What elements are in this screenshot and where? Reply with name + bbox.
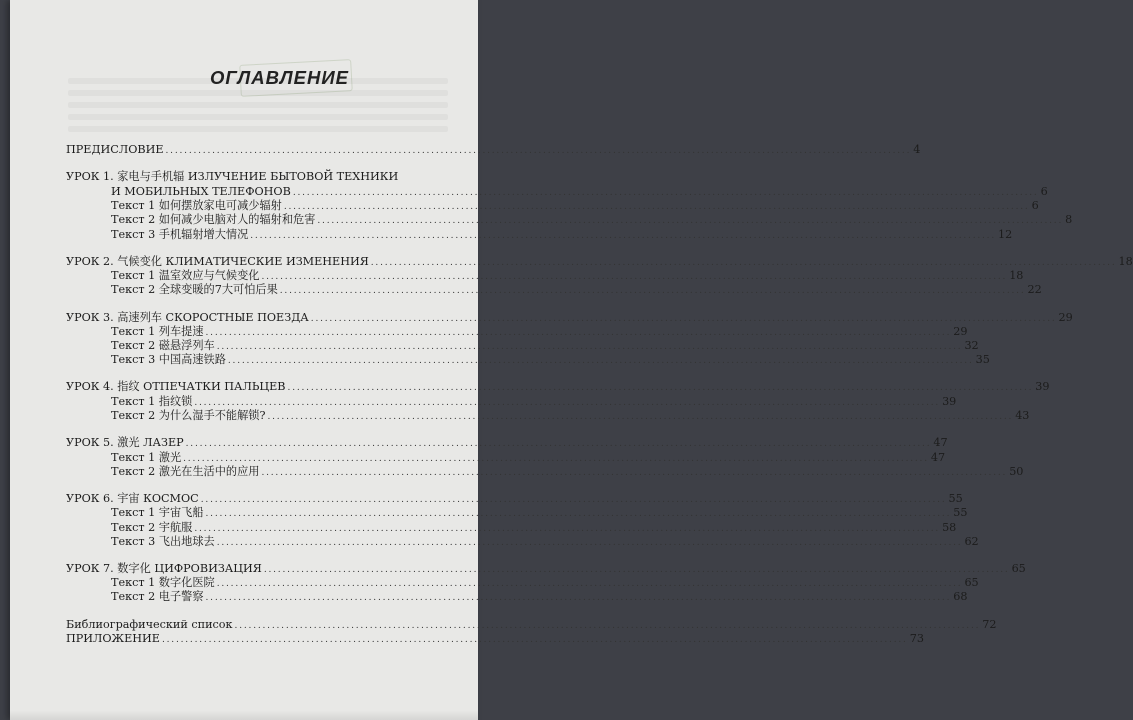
dot-leader xyxy=(284,200,1030,214)
entry-page: 6 xyxy=(1031,199,1039,212)
entry-page: 29 xyxy=(1058,311,1073,324)
toc-entry-text[interactable] xyxy=(111,339,979,354)
entry-label: Текст 3 手机辐射增大情况 xyxy=(111,228,249,241)
entry-label: УРОК 7. 数字化 ЦИФРОВИЗАЦИЯ xyxy=(66,562,262,575)
dot-leader xyxy=(371,256,1117,270)
entry-label: Текст 1 温室效应与气候变化 xyxy=(111,269,260,282)
entry-page: 18 xyxy=(1118,255,1133,268)
entry-label: УРОК 4. 指纹 ОТПЕЧАТКИ ПАЛЬЦЕВ xyxy=(66,380,286,393)
entry-page: 68 xyxy=(953,590,968,603)
entry-label: Текст 1 宇宙飞船 xyxy=(111,506,204,519)
entry-page: 73 xyxy=(909,632,924,645)
toc-entry-text[interactable] xyxy=(111,395,957,410)
bleed-through-line xyxy=(68,126,448,132)
toc-entry-text[interactable] xyxy=(111,325,968,340)
entry-label: Текст 2 激光在生活中的应用 xyxy=(111,465,260,478)
dot-leader xyxy=(206,507,952,521)
entry-page: 47 xyxy=(933,436,948,449)
toc-entry-text[interactable] xyxy=(111,465,1024,480)
toc-entry-text[interactable] xyxy=(111,409,1030,424)
dot-leader xyxy=(186,437,932,451)
toc-entry-lesson-2[interactable] xyxy=(66,255,1133,270)
entry-label: ПРИЛОЖЕНИЕ xyxy=(66,632,160,645)
toc-entry-bibliography[interactable] xyxy=(66,618,997,633)
dot-leader xyxy=(206,326,952,340)
dot-leader xyxy=(162,633,908,647)
dot-leader xyxy=(317,214,1063,228)
toc-entry-text[interactable] xyxy=(111,213,1073,228)
entry-page: 12 xyxy=(998,228,1013,241)
book-page xyxy=(10,0,1133,720)
toc-entry-text[interactable] xyxy=(111,521,957,536)
entry-page: 8 xyxy=(1065,213,1073,226)
dot-leader xyxy=(217,536,963,550)
toc-entry-appendix[interactable] xyxy=(66,632,924,647)
dot-leader xyxy=(206,591,952,605)
toc-entry-preface[interactable] xyxy=(66,143,921,158)
dot-leader xyxy=(261,270,1007,284)
bleed-through-line xyxy=(68,114,448,120)
entry-label: УРОК 2. 气候变化 КЛИМАТИЧЕСКИЕ ИЗМЕНЕНИЯ xyxy=(66,255,369,268)
entry-label: Текст 1 激光 xyxy=(111,451,182,464)
entry-page: 18 xyxy=(1009,269,1024,282)
dot-leader xyxy=(194,522,940,536)
page-bottom-shadow xyxy=(10,710,478,720)
toc-entry-lesson-1[interactable] xyxy=(111,185,1048,200)
dot-leader xyxy=(261,466,1007,480)
entry-label: Текст 1 指纹锁 xyxy=(111,395,193,408)
entry-label: Текст 2 为什么湿手不能解锁? xyxy=(111,409,266,422)
entry-label: УРОК 3. 高速列车 СКОРОСТНЫЕ ПОЕЗДА xyxy=(66,311,309,324)
toc-entry-text[interactable] xyxy=(111,353,990,368)
toc-entry-text[interactable] xyxy=(111,269,1024,284)
entry-page: 55 xyxy=(948,492,963,505)
entry-page: 6 xyxy=(1040,185,1048,198)
toc-entry-text[interactable] xyxy=(111,535,979,550)
entry-page: 62 xyxy=(964,535,979,548)
entry-page: 50 xyxy=(1009,465,1024,478)
toc-entry-lesson-3[interactable] xyxy=(66,311,1073,326)
toc-entry-text[interactable] xyxy=(111,506,968,521)
entry-label: Текст 1 数字化医院 xyxy=(111,576,215,589)
entry-label: Текст 2 宇航服 xyxy=(111,521,193,534)
toc-entry-text[interactable] xyxy=(111,576,979,591)
entry-page: 43 xyxy=(1015,409,1030,422)
dot-leader xyxy=(166,144,912,158)
entry-page: 65 xyxy=(964,576,979,589)
toc-title: ОГЛАВЛЕНИЕ xyxy=(210,67,349,88)
dot-leader xyxy=(288,381,1034,395)
toc-entry-lesson-4[interactable] xyxy=(66,380,1050,395)
entry-label: УРОК 6. 宇宙 КОСМОС xyxy=(66,492,199,505)
entry-label: Текст 2 全球变暖的7大可怕后果 xyxy=(111,283,278,296)
dot-leader xyxy=(250,229,996,243)
toc-entry-text[interactable] xyxy=(111,283,1042,298)
entry-label: ПРЕДИСЛОВИЕ xyxy=(66,143,164,156)
dot-leader xyxy=(311,312,1057,326)
entry-label: Текст 1 如何摆放家电可减少辐射 xyxy=(111,199,282,212)
toc-entry-text[interactable] xyxy=(111,228,1013,243)
toc-entry-lesson-7[interactable] xyxy=(66,562,1026,577)
dot-leader xyxy=(217,577,963,591)
entry-page: 47 xyxy=(930,451,946,464)
entry-page: 4 xyxy=(913,143,921,156)
entry-label: Текст 3 飞出地球去 xyxy=(111,535,215,548)
dot-leader xyxy=(183,452,929,466)
dot-leader xyxy=(280,284,1026,298)
entry-page: 65 xyxy=(1011,562,1026,575)
entry-page: 58 xyxy=(942,521,957,534)
bleed-through-line xyxy=(68,102,448,108)
toc-entry-lesson-5[interactable] xyxy=(66,436,948,451)
toc-entry-text[interactable] xyxy=(111,451,946,466)
entry-label: Текст 2 磁悬浮列车 xyxy=(111,339,215,352)
entry-page: 55 xyxy=(953,506,968,519)
entry-label: УРОК 5. 激光 ЛАЗЕР xyxy=(66,436,184,449)
entry-page: 39 xyxy=(1035,380,1050,393)
dot-leader xyxy=(264,563,1010,577)
dot-leader xyxy=(235,619,981,633)
entry-page: 32 xyxy=(964,339,979,352)
entry-label: Библиографический список xyxy=(66,618,233,631)
entry-label: Текст 1 列车提速 xyxy=(111,325,204,338)
toc-entry-lesson-6[interactable] xyxy=(66,492,963,507)
entry-page: 39 xyxy=(942,395,957,408)
toc-entry-text[interactable] xyxy=(111,590,968,605)
entry-label-continuation: И МОБИЛЬНЫХ ТЕЛЕФОНОВ xyxy=(111,185,291,198)
dot-leader xyxy=(194,396,940,410)
dot-leader xyxy=(201,493,947,507)
dot-leader xyxy=(267,410,1013,424)
entry-label: Текст 3 中国高速铁路 xyxy=(111,353,226,366)
entry-label: Текст 2 如何减少电脑对人的辐射和危害 xyxy=(111,213,316,226)
entry-page: 35 xyxy=(975,353,990,366)
toc-entry-text[interactable] xyxy=(111,199,1039,214)
entry-label: Текст 2 电子警察 xyxy=(111,590,204,603)
dot-leader xyxy=(217,340,963,354)
dot-leader xyxy=(293,186,1039,200)
entry-page: 29 xyxy=(953,325,968,338)
dot-leader xyxy=(228,354,974,368)
lesson-1-heading[interactable]: УРОК 1. 家电与手机辐 ИЗЛУЧЕНИЕ БЫТОВОЙ ТЕХНИКИ xyxy=(66,170,399,183)
entry-page: 72 xyxy=(982,618,997,631)
entry-page: 22 xyxy=(1027,283,1042,296)
